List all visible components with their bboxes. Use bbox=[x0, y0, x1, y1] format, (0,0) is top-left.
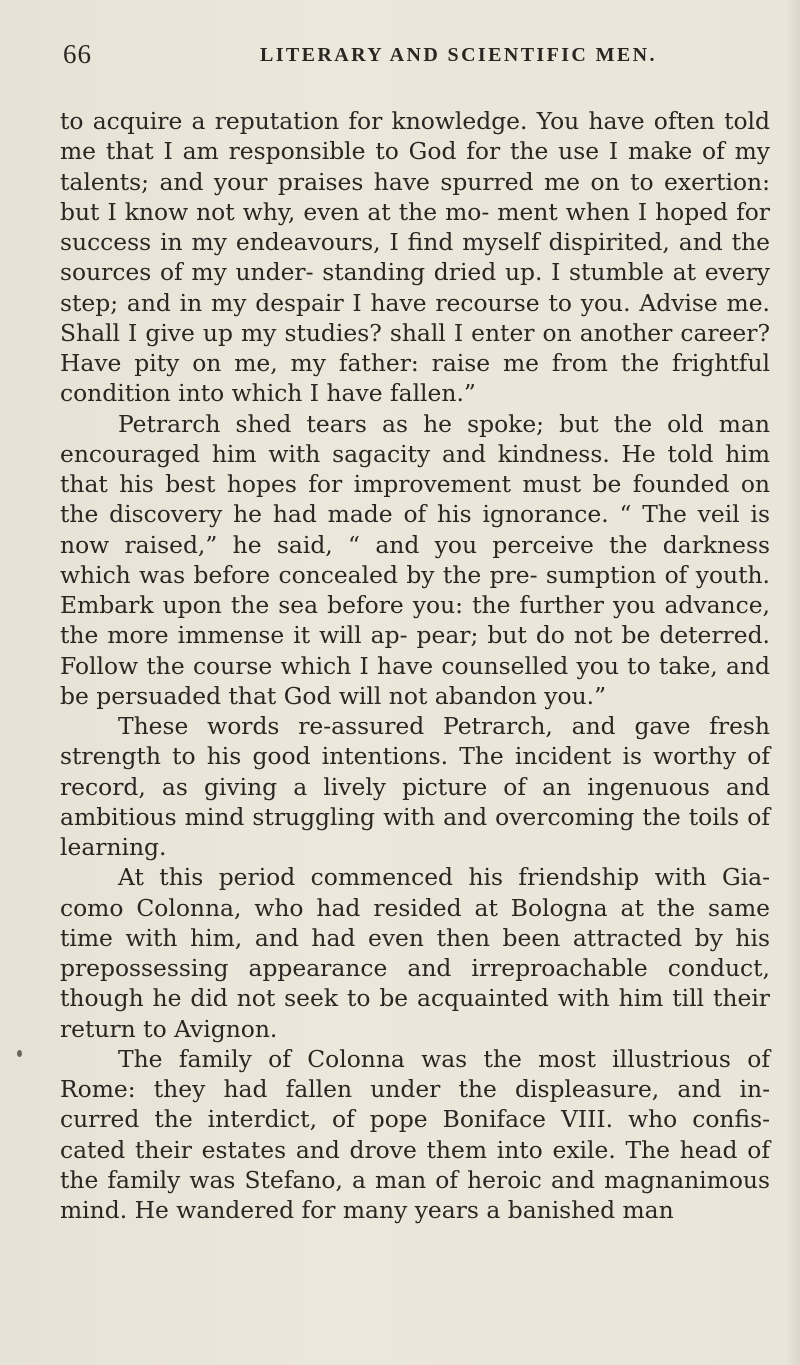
paragraph-continued: to acquire a reputation for knowledge. You have often told me that I am responsible to God for the use I make of my talents; and your praises have spurred me on to exertion: but I know not why, even at the mo- ment when I hoped for success in my endeavours, I find myself dispirited, and the sources of my under- standing dried up. I stumble at every step; and in my despair I have recourse to you. Advise me. Shall I give up my studies? shall I enter on another career? Have pity on me, my father: raise me from the frightful condition into which I have fallen.” bbox=[60, 107, 770, 408]
paragraph: Petrarch shed tears as he spoke; but the old man encouraged him with sagacity and kindness. He told him that his best hopes for improvement must be founded on the discovery he had made of his ignorance. “ The veil is now raised,” he said, “ and you perceive the darkness which was before concealed by the pre- sumption of youth. Embark upon the sea before you: the further you advance, the more immense it will ap- pear; but do not be deterred. Follow the course which I have counselled you to take, and be persuaded that God will not abandon you.” bbox=[60, 409, 770, 710]
page-edge-shadow bbox=[786, 0, 800, 1365]
paragraph: The family of Colonna was the most illustrious of Rome: they had fallen under the displeasure, and in- curred the interdict, of pope Boniface VIII. who confis- cated their estates and drove them into exile. The head of the family was Stefano, a man of heroic and magnanimous mind. He wandered for many years a banished man bbox=[60, 1044, 770, 1224]
ink-speck bbox=[17, 1050, 22, 1057]
running-title: LITERARY AND SCIENTIFIC MEN. bbox=[260, 44, 657, 66]
page-number: 66 bbox=[63, 39, 92, 69]
body-text bbox=[60, 106, 770, 1225]
paragraph: At this period commenced his friendship with Gia- como Colonna, who had resided at Bologna at the same time with him, and had even then been attracted by his prepossessing appearance and irreproachable conduct, though he did not seek to be acquainted with him till their return to Avignon. bbox=[60, 863, 770, 1043]
paragraph: These words re-assured Petrarch, and gave fresh strength to his good intentions. The incident is worthy of record, as giving a lively picture of an ingenuous and ambitious mind struggling with and overcoming the toils of learning. bbox=[60, 712, 770, 861]
page-header bbox=[63, 36, 753, 72]
